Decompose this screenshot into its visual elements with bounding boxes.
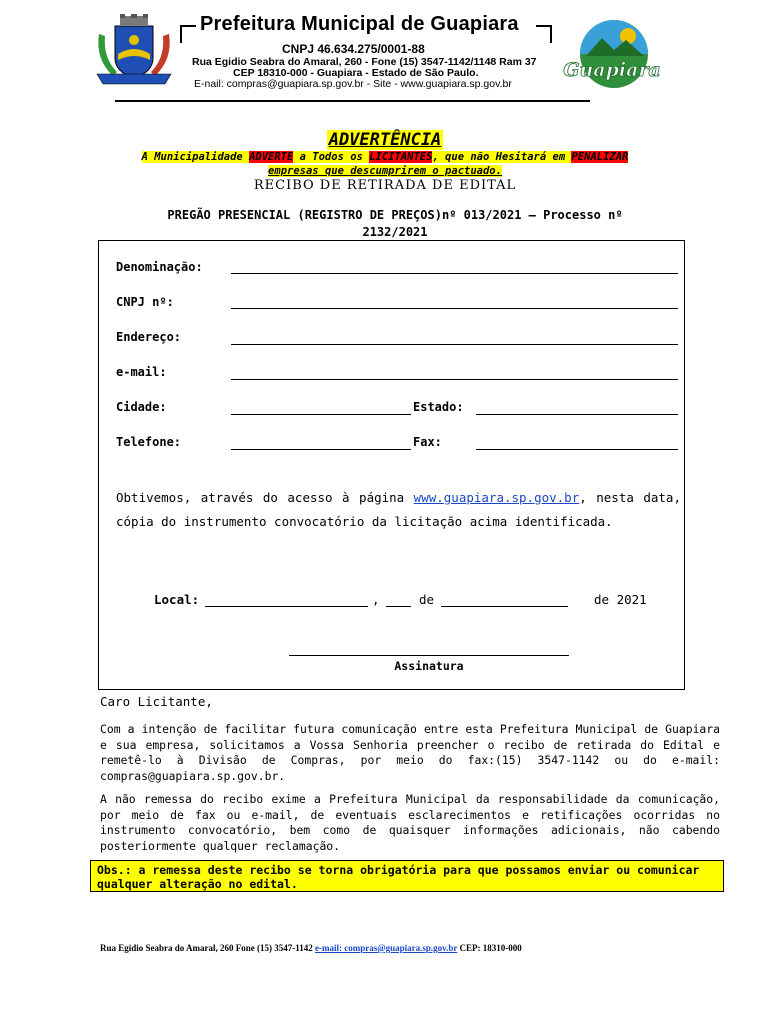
obtivemos-paragraph: Obtivemos, através do acesso à página www.guapiara.sp.gov.br, nesta data, cópia do instrumento convocatório da licitação acima identificada. [116, 490, 681, 529]
recibo-title: RECIBO DE RETIRADA DE EDITAL [253, 178, 517, 193]
email-label: e-mail: [116, 365, 167, 379]
cidade-field[interactable] [231, 414, 411, 415]
header-rule [115, 100, 590, 102]
header-title: Prefeitura Municipal de Guapiara [200, 13, 519, 35]
cnpj-label: CNPJ nº: [116, 295, 174, 309]
header-title-frame [180, 13, 552, 39]
cidade-label: Cidade: [116, 400, 167, 414]
intro-paragraph: Com a intenção de facilitar futura comunicação entre esta Prefeitura Municipal de Guapiara e sua empresa, solicitamos a Vossa Senhoria preencher o recibo de retirada do Edital e remetê-lo à Divisão de Compras, por meio do fax:(15) 3547-1142 ou do e-mail: compras@guapiara.sp.gov.br. [100, 722, 720, 783]
denominacao-label: Denominação: [116, 260, 203, 274]
advertencia-line2: empresas que descumprirem o pactuado. [268, 165, 502, 177]
endereco-field[interactable] [231, 344, 678, 345]
de-label: de [419, 592, 435, 607]
local-comma: , [372, 592, 380, 607]
day-field[interactable] [386, 606, 411, 607]
local-field[interactable] [205, 606, 368, 607]
advertencia-title: ADVERTÊNCIA [328, 130, 442, 150]
header-cep: CEP 18310-000 - Guapiara - Estado de São Paulo. [233, 67, 479, 79]
telefone-field[interactable] [231, 449, 411, 450]
header-address: Rua Egidio Seabra do Amaral, 260 - Fone (15) 3547-1142/1148 Ram 37 [192, 56, 537, 68]
salutation: Caro Licitante, [100, 694, 213, 709]
letterhead [0, 0, 770, 105]
fax-field[interactable] [476, 449, 678, 450]
bracket-left [180, 25, 196, 43]
footer-email-link[interactable]: e-mail: compras@guapiara.sp.gov.br [315, 943, 458, 953]
logo-text: Guapiara [563, 59, 661, 81]
month-field[interactable] [441, 606, 568, 607]
bracket-right [536, 25, 552, 43]
endereco-label: Endereço: [116, 330, 182, 344]
guapiara-logo-icon [556, 18, 668, 96]
fax-label: Fax: [413, 435, 442, 449]
signature-line[interactable] [289, 655, 569, 656]
year-label: de 2021 [594, 592, 647, 607]
local-label: Local: [154, 592, 200, 607]
site-link[interactable]: www.guapiara.sp.gov.br [413, 490, 580, 505]
advertencia-line1: A Municipalidade ADVERTE a Todos os LICITANTES, que não Hesitará em PENALIZAR [141, 151, 629, 163]
obs-note: Obs.: a remessa deste recibo se torna obrigatória para que possamos enviar ou comunicar qualquer alteração no edital. [90, 860, 724, 892]
municipal-crest-icon [93, 14, 175, 88]
pregao-heading: PREGÃO PRESENCIAL (REGISTRO DE PREÇOS)nº 013/2021 – Processo nº 2132/2021 [167, 208, 623, 239]
estado-label: Estado: [413, 400, 464, 414]
estado-field[interactable] [476, 414, 678, 415]
email-field[interactable] [231, 379, 678, 380]
cnpj-field[interactable] [231, 308, 678, 309]
header-email-site: E-nail: compras@guapiara.sp.gov.br - Site - www.guapiara.sp.gov.br [194, 78, 512, 90]
denominacao-field[interactable] [231, 273, 678, 274]
page-footer: Rua Egidio Seabra do Amaral, 260 Fone (15) 3547-1142 e-mail: compras@guapiara.sp.gov.br CEP: 18310-000 [100, 943, 522, 953]
header-cnpj: CNPJ 46.634.275/0001-88 [282, 42, 425, 56]
telefone-label: Telefone: [116, 435, 182, 449]
liability-paragraph: A não remessa do recibo exime a Prefeitura Municipal da responsabilidade da comunicação, por meio de fax ou e-mail, de eventuais esclarecimentos e retificações ocorridas no instrumento convocatório, bem como de quaisquer informações adicionais, não cabendo posteriormente qualquer reclamação. [100, 792, 720, 853]
signature-label: Assinatura [394, 659, 464, 673]
